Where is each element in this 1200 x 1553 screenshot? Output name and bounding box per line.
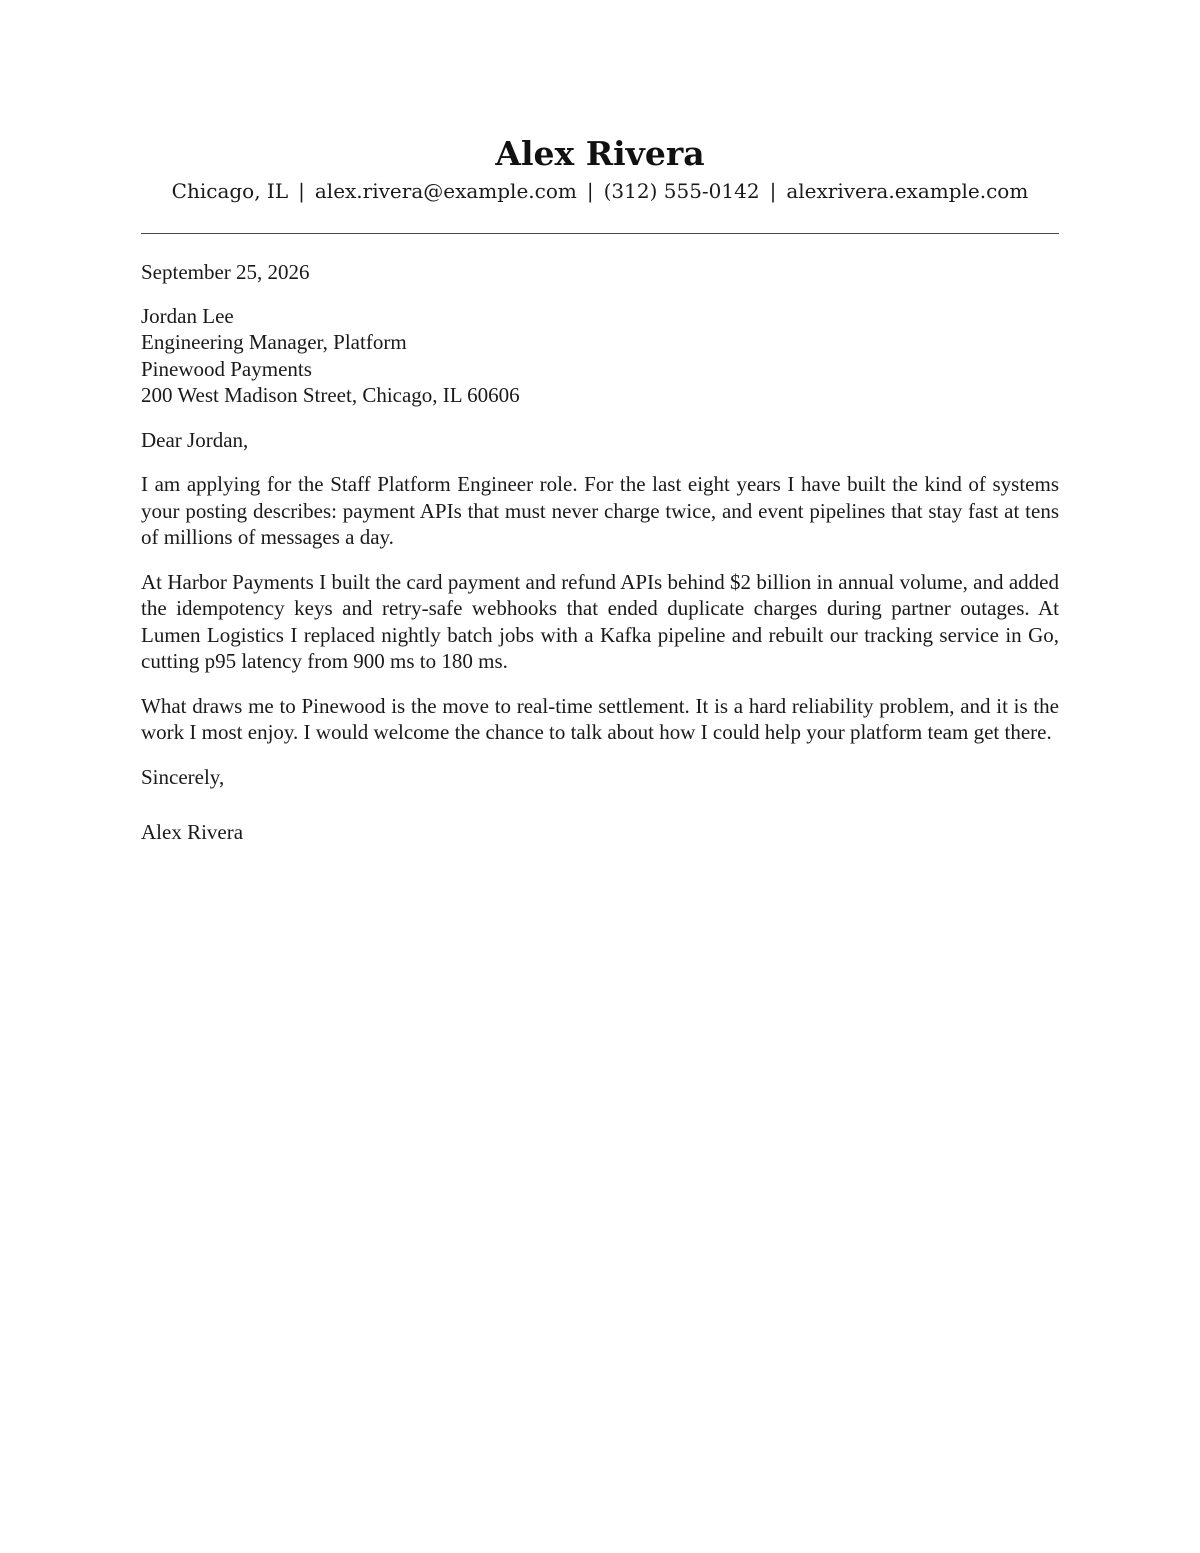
- contact-website: alexrivera.example.com: [786, 179, 1029, 203]
- body-paragraph-motivation: What draws me to Pinewood is the move to real-time settlement. It is a hard reliability problem, and it is the work I most enjoy. I would welcome the chance to talk about how I could help your platform team get there.: [141, 693, 1059, 744]
- recipient-company: Pinewood Payments: [141, 356, 312, 381]
- sender-name: Alex Rivera: [495, 134, 705, 173]
- contact-separator: |: [298, 179, 305, 203]
- recipient-name: Jordan Lee: [141, 303, 234, 328]
- letter-date: September 25, 2026: [141, 260, 310, 284]
- contact-email: alex.rivera@example.com: [314, 179, 577, 203]
- recipient-address: 200 West Madison Street, Chicago, IL 60606: [141, 383, 520, 407]
- letter-header: [141, 0, 1059, 205]
- contact-line: [141, 177, 1059, 205]
- body-paragraph-experience: At Harbor Payments I built the card payment and refund APIs behind $2 billion in annual volume, and added the idempotency keys and retry-safe webhooks that ended duplicate charges during partner outages. At Lumen Logistics I replaced nightly batch jobs with a Kafka pipeline and rebuilt our tracking service in Go, cutting p95 latency from 900 ms to 180 ms.: [141, 569, 1059, 673]
- body-paragraph-intro: I am applying for the Staff Platform Engineer role. For the last eight years I have built the kind of systems your posting describes: payment APIs that must never charge twice, and event pipelines that stay fast at tens of millions of messages a day.: [141, 472, 1059, 549]
- salutation: Dear Jordan,: [141, 427, 249, 452]
- contact-separator: |: [586, 179, 594, 203]
- contact-location: Chicago, IL: [171, 179, 289, 203]
- recipient-block: [141, 303, 1059, 409]
- closing: Sincerely,: [141, 764, 225, 789]
- signature: Alex Rivera: [141, 820, 244, 844]
- recipient-title: Engineering Manager, Platform: [141, 330, 407, 354]
- contact-separator: |: [769, 179, 777, 203]
- header-divider: [141, 233, 1059, 234]
- letter-body: [141, 259, 1059, 846]
- cover-letter-page: [141, 0, 1059, 846]
- contact-phone: (312) 555-0142: [603, 179, 760, 203]
